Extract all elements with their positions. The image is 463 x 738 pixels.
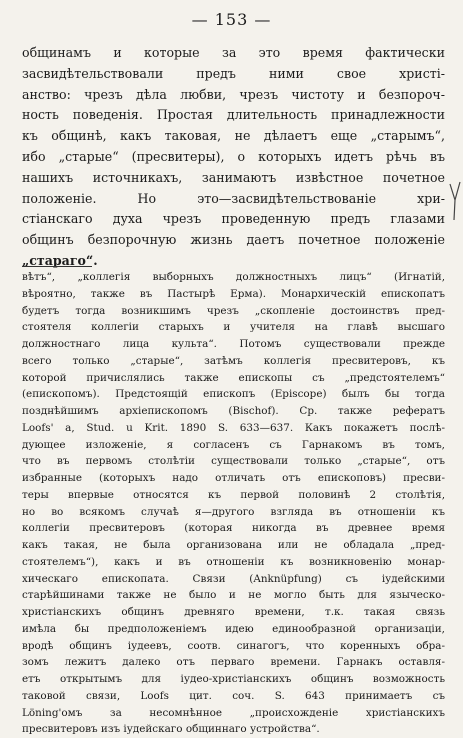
footnote-line: что въ первомъ столѣтіи существовали только „старые“, отъ bbox=[22, 455, 445, 468]
footnote-line: вѣроятно, также въ Пастырѣ Ерма). Монархическій епископатъ bbox=[22, 287, 445, 300]
footnote-line: коллегіи пресвитеровъ (которая никогда въ древнее время bbox=[22, 522, 445, 535]
main-text-line: анство: чрезъ дѣла любви, чрезъ чистоту и безпороч- bbox=[22, 86, 445, 102]
footnote-line: стоятеля коллегіи старыхъ и учителя на главѣ высшаго bbox=[22, 321, 445, 334]
main-text-line: засвидѣтельствовали предъ ними свое христі- bbox=[22, 65, 445, 81]
footnote-line: будетъ тогда возникшимъ чрезъ „скопленіе достоинствъ пред- bbox=[22, 304, 445, 317]
footnote-line: имѣла бы предположеніемъ идею единообразной организаціи, bbox=[22, 622, 445, 635]
footnote-line: Loofs' a, Stud. u Krit. 1890 S. 633—637. Какъ покажетъ послѣ- bbox=[22, 421, 445, 434]
footnote-divider bbox=[22, 266, 92, 267]
main-text-line: къ общинѣ, какъ таковая, не дѣлаетъ еще „старымъ“, bbox=[22, 128, 445, 144]
footnote-line: должностнаго лица культа“. Потомъ существовали прежде bbox=[22, 338, 445, 350]
footnote-line: дующее изложеніе, я согласенъ съ Гарнакомъ въ томъ, bbox=[22, 438, 445, 451]
main-text-line: положеніе. Но это—засвидѣтельствованіе хри- bbox=[22, 190, 445, 206]
footnote-line: позднѣйшимъ архіепископомъ (Bischof). Ср. также рефератъ bbox=[22, 405, 445, 417]
footnote-line: какъ такая, не была организована или не обладала „пред- bbox=[22, 539, 445, 551]
footnote-line: (епископомъ). Предстоящій епископъ (Episcope) былъ бы тогда bbox=[22, 388, 445, 401]
footnote-line: зомъ лежитъ далеко отъ перваго времени. Гарнакъ оставля- bbox=[22, 656, 445, 669]
main-text-line: стіанскаго духа чрезъ проведенную предъ глазами bbox=[22, 211, 445, 227]
main-text-line: общинъ безпорочную жизнь даетъ почетное положеніе bbox=[22, 232, 445, 248]
footnote-line: таковой связи, Loofs цит. соч. S. 643 принимаетъ съ bbox=[22, 689, 445, 702]
footnote-line: хическаго епископата. Связи (Anknüpfung) съ іудейскими bbox=[22, 572, 445, 585]
main-text bbox=[22, 43, 445, 272]
footnote-line: христіанскихъ общинъ древняго времени, т.к. такая связь bbox=[22, 606, 445, 618]
footnote-line: вѣтъ“, „коллегія выборныхъ должностныхъ лицъ“ (Игнатій, bbox=[22, 271, 445, 283]
footnote-line: Löning'омъ за несомнѣнное „происхожденіе христіанскихъ bbox=[22, 706, 445, 719]
footnote-line: всего только „старые“, затѣмъ коллегія пресвитеровъ, къ bbox=[22, 354, 445, 367]
main-text-line: ность поведенія. Простая длительность принадлежности bbox=[22, 107, 445, 123]
footnote-line: пресвитеровъ изъ іудейскаго общиннаго устройства“. bbox=[22, 723, 320, 736]
footnote-line: теры впервые относятся къ первой половинѣ 2 столѣтія, bbox=[22, 488, 445, 501]
footnote-line: но во всякомъ случаѣ я—другого взгляда въ отношеніи къ bbox=[22, 505, 445, 518]
footnote-line: старѣйшинами также не было и не могло быть для языческо- bbox=[22, 589, 445, 602]
main-text-line: нашихъ источникахъ, занимаютъ извѣстное почетное bbox=[22, 169, 445, 185]
footnote-line: етъ открытымъ для іудео-христіанскихъ общинъ возможность bbox=[22, 673, 445, 685]
main-text-line: общинамъ и которые за это время фактически bbox=[22, 45, 445, 60]
footnote-line: стоятелемъ“), какъ и въ отношеніи къ возникновенію монар- bbox=[22, 555, 445, 568]
margin-pencil-mark bbox=[448, 180, 462, 224]
footnote-line: которой причислялись также епископы съ „предстоятелемъ“ bbox=[22, 371, 445, 384]
main-text-line: „стараго“. bbox=[22, 252, 98, 268]
page-number: — 153 — bbox=[191, 10, 272, 29]
main-text-line: ибо „старые“ (пресвитеры), о которыхъ идетъ рѣчь въ bbox=[22, 148, 445, 164]
footnote-line: избранные (которыхъ надо отличать отъ епископовъ) пресви- bbox=[22, 472, 445, 484]
footnote-text bbox=[22, 269, 445, 738]
footnote-line: вродѣ общинъ іудеевъ, соотв. синагогъ, что коренныхъ обра- bbox=[22, 639, 445, 652]
